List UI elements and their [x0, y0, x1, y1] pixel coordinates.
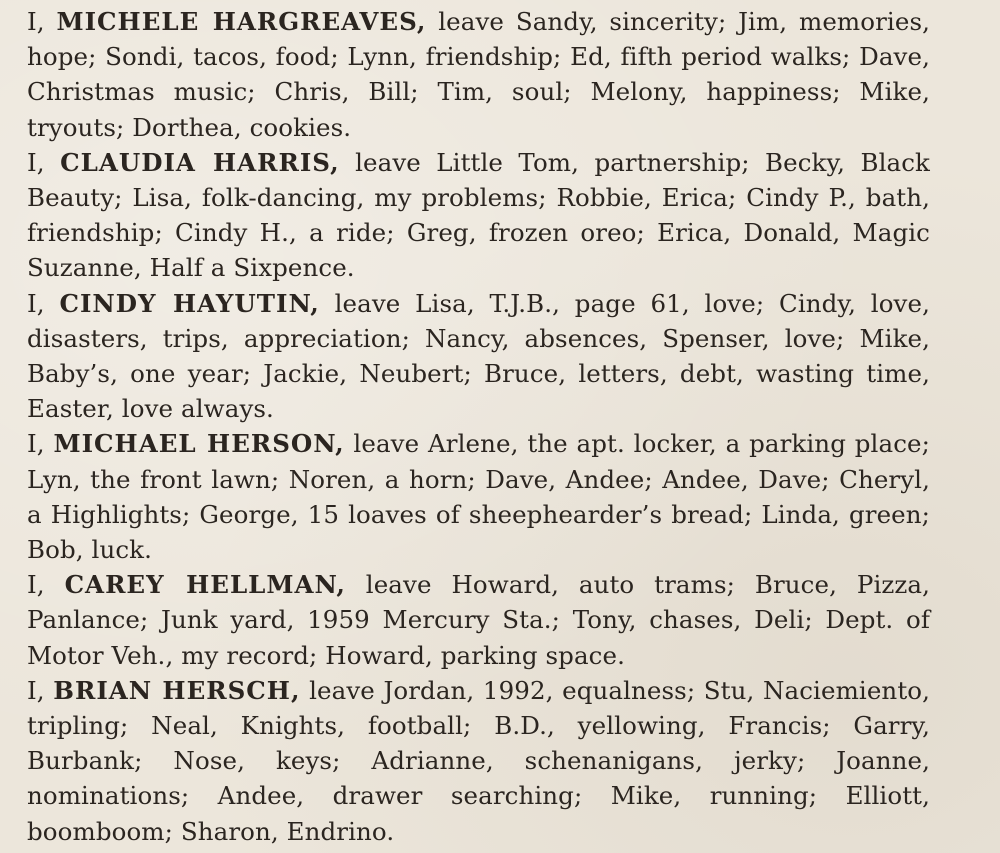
student-name: MICHELE HARGREAVES, [56, 7, 427, 36]
entry-text: leave Lisa, T.J.B., page 61, love; Cindy, love, disasters, trips, appreciation; Nancy, absences, Spenser, love; Mike, Baby’s, one year; Jackie, Neubert; Bruce, letters, debt, wasting time, Easter, love always. [27, 288, 930, 424]
entry-text: leave Little Tom, partnership; Becky, Black Beauty; Lisa, folk-dancing, my problems; Robbie, Erica; Cindy P., bath, friendship; Cindy H., a ride; Greg, frozen oreo; Erica, Donald, Magic Suzanne, Half a Sixpence. [27, 147, 930, 283]
entry-prefix: I, [27, 147, 61, 177]
entry-prefix: I, [27, 570, 65, 600]
will-entry-hargreaves [27, 4, 930, 145]
will-entry-harris [27, 145, 930, 286]
student-name: CINDY HAYUTIN, [59, 288, 320, 318]
will-entry-hayutin [27, 286, 930, 427]
entry-text: leave Sandy, sincerity; Jim, memories, hope; Sondi, tacos, food; Lynn, friendship; Ed, fifth period walks; Dave, Christmas music; Chris, Bill; Tim, soul; Melony, happiness; Mike, tryouts; Dorthea, cookies. [27, 7, 931, 142]
entry-prefix: I, [27, 429, 54, 459]
entry-prefix: I, [27, 7, 57, 36]
student-name: CAREY HELLMAN, [64, 570, 346, 600]
will-entry-hellman [27, 567, 930, 673]
entry-prefix: I, [27, 288, 60, 318]
student-name: MICHAEL HERSON, [53, 429, 345, 459]
entry-text: leave Howard, auto trams; Bruce, Pizza, Panlance; Junk yard, 1959 Mercury Sta.; Tony, chases, Deli; Dept. of Motor Veh., my record; Howard, parking space. [27, 570, 931, 670]
entry-text: leave Arlene, the apt. locker, a parking place; Lyn, the front lawn; Noren, a horn; Dave, Andee; Andee, Dave; Cheryl, a Highlights; George, 15 loaves of sheephearder’s bread; Linda, green; Bob, luck. [27, 429, 930, 565]
student-name: BRIAN HERSCH, [53, 675, 301, 705]
entry-text: leave Jordan, 1992, equalness; Stu, Naciemiento, tripling; Neal, Knights, football; B.D., yellowing, Francis; Garry, Burbank; Nose, keys; Adrianne, schenanigans, jerky; Joanne, nominations; Andee, drawer searching; Mike, running; Elliott, boomboom; Sharon, Endrino. [27, 675, 930, 846]
will-entry-herson [27, 426, 930, 567]
will-entry-hersch [27, 673, 930, 849]
student-name: CLAUDIA HARRIS, [60, 147, 340, 177]
entry-prefix: I, [27, 675, 54, 705]
